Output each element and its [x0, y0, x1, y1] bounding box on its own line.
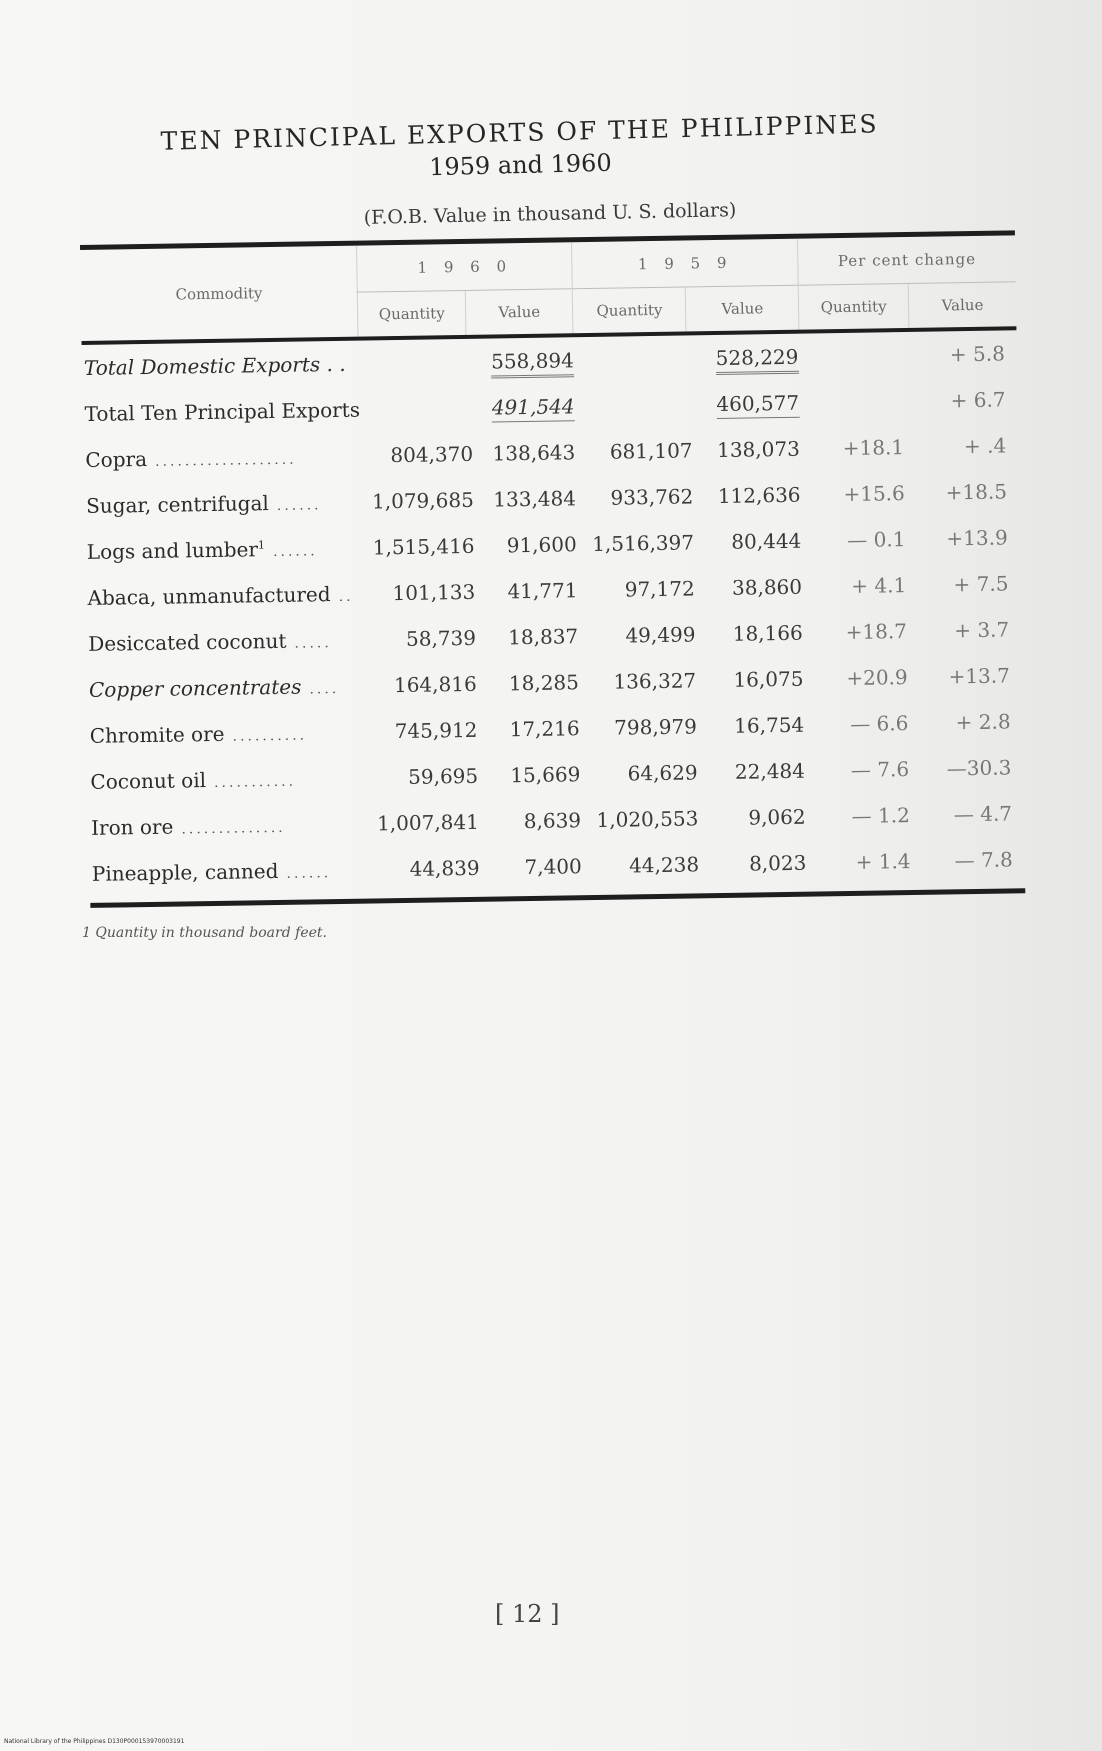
pct-quantity-cell: — 7.6 — [850, 757, 910, 782]
quantity-1959-cell: 97,172 — [624, 576, 695, 602]
quantity-1960-cell — [367, 385, 485, 433]
value-1960-cell: 17,216 — [509, 716, 580, 742]
quantity-1960-cell: 1,515,416 — [372, 533, 475, 560]
commodity-name: Iron ore — [90, 814, 174, 840]
total-value-1960: 491,544 — [492, 394, 575, 422]
archive-label: National Library of the Philippines D130P000153970003191 — [4, 1738, 185, 1745]
leader-dots: ...... — [272, 543, 318, 561]
quantity-1960-cell — [366, 339, 484, 387]
commodity-name: Desiccated coconut — [88, 628, 287, 656]
quantity-1960-cell: 804,370 — [390, 441, 474, 468]
footnote-marker: 1 — [257, 538, 265, 552]
commodity-name: Coconut oil — [90, 768, 207, 794]
value-1960-cell: 7,400 — [524, 854, 582, 880]
leader-dots: .. — [338, 588, 354, 605]
pct-value-cell: + 2.8 — [955, 709, 1011, 735]
value-1959-cell: 9,062 — [748, 804, 806, 830]
pct-quantity-cell: — 6.6 — [850, 711, 909, 736]
total-row-name: Total Ten Principal Exports — [84, 397, 361, 426]
value-1960-cell — [484, 383, 587, 431]
quantity-1960-cell: 59,695 — [407, 763, 479, 789]
total-value-1960: 558,894 — [491, 348, 574, 378]
quantity-1960-cell: 1,079,685 — [371, 487, 475, 514]
header-value-1960: Value — [465, 289, 573, 335]
commodity-cell — [90, 846, 375, 896]
header-quantity-1960: Quantity — [358, 290, 466, 336]
commodity-name: Chromite ore — [89, 721, 225, 748]
value-1960-cell: 91,600 — [506, 532, 577, 558]
commodity-name: Pineapple, canned — [91, 858, 279, 886]
page-title: TEN PRINCIPAL EXPORTS OF THE PHILIPPINES — [160, 109, 879, 156]
quantity-1960-cell: 58,739 — [405, 625, 477, 651]
commodity-cell — [88, 754, 373, 804]
quantity-1959-cell: 1,020,553 — [596, 806, 699, 832]
pct-value-cell: —30.3 — [946, 755, 1012, 781]
pct-quantity-cell: + 4.1 — [851, 573, 907, 598]
page-years: 1959 and 1960 — [428, 148, 612, 182]
leader-dots: ...... — [276, 497, 322, 514]
quantity-1959-cell — [585, 335, 703, 383]
commodity-cell — [84, 524, 369, 574]
total-value-1959: 528,229 — [715, 345, 798, 375]
pct-quantity-cell: +20.9 — [846, 665, 908, 691]
header-year-1960: 1 9 6 0 — [357, 242, 573, 292]
quantity-1959-cell: 49,499 — [625, 622, 696, 648]
commodity-name: Copper concentrates — [88, 674, 302, 702]
quantity-1959-cell: 798,979 — [613, 714, 698, 740]
leader-dots: .............. — [181, 819, 286, 838]
header-value-1959: Value — [686, 285, 800, 331]
header-commodity: Commodity — [175, 283, 263, 304]
header-value-change: Value — [908, 282, 1016, 328]
pct-quantity-cell — [810, 332, 915, 380]
header-per-cent-change: Per cent change — [798, 235, 1016, 285]
pct-value-cell: + .4 — [963, 433, 1007, 459]
pct-value-cell: — 4.7 — [953, 801, 1013, 827]
quantity-1959-cell: 681,107 — [609, 438, 693, 464]
pct-quantity-cell: +15.6 — [843, 481, 905, 507]
value-1959-cell: 16,075 — [733, 666, 804, 692]
footnote: 1 Quantity in thousand board feet. — [82, 925, 327, 941]
commodity-cell — [87, 662, 372, 712]
header-year-1959: 1 9 5 9 — [572, 239, 799, 289]
pct-value-cell: + 6.7 — [950, 387, 1006, 413]
pct-quantity-cell — [811, 378, 916, 426]
value-1960-cell: 8,639 — [523, 808, 582, 834]
value-1959-cell — [703, 334, 811, 382]
pct-quantity-cell: — 1.2 — [851, 803, 911, 828]
value-1959-cell: 112,636 — [717, 482, 801, 509]
pct-quantity-cell: +18.1 — [842, 435, 905, 461]
value-1959-cell: 18,166 — [732, 620, 803, 646]
leader-dots: ..... — [294, 635, 332, 652]
value-1960-cell: 18,837 — [507, 624, 579, 650]
quantity-1960-cell: 164,816 — [393, 671, 477, 698]
commodity-cell — [86, 616, 371, 666]
commodity-name: Abaca, unmanufactured — [87, 582, 331, 610]
commodity-name: Copra — [85, 446, 148, 472]
value-1959-cell: 38,860 — [731, 574, 803, 600]
commodity-cell — [83, 433, 368, 483]
pct-quantity-cell: — 0.1 — [847, 527, 906, 552]
value-1960-cell: 18,285 — [508, 670, 580, 696]
pct-value-cell: +13.9 — [946, 525, 1008, 551]
pct-value-cell: + 5.8 — [949, 341, 1006, 367]
leader-dots: .... — [309, 680, 340, 698]
quantity-1960-cell: 745,912 — [394, 717, 478, 744]
commodity-cell — [85, 570, 370, 620]
value-1959-cell: 22,484 — [734, 758, 806, 784]
leader-dots: .......... — [232, 727, 308, 745]
quantity-1959-cell — [586, 381, 704, 429]
commodity-cell — [84, 479, 369, 529]
commodity-cell — [87, 708, 372, 758]
value-1960-cell — [483, 337, 586, 385]
pct-quantity-cell: +18.7 — [845, 619, 908, 645]
pct-value-cell: + 7.5 — [953, 571, 1009, 597]
quantity-1959-cell: 136,327 — [613, 668, 697, 694]
quantity-1960-cell: 44,839 — [409, 855, 480, 881]
pct-value-cell: + 3.7 — [954, 617, 1010, 643]
page-number: [ 12 ] — [495, 1600, 560, 1628]
value-1959-cell: 8,023 — [748, 850, 807, 876]
value-1960-cell: 41,771 — [507, 578, 578, 604]
header-quantity-1959: Quantity — [573, 287, 687, 333]
commodity-cell — [89, 800, 374, 850]
title-block — [119, 108, 920, 189]
exports-table — [80, 230, 1025, 908]
quantity-1959-cell: 1,516,397 — [592, 530, 695, 556]
pct-value-cell: +18.5 — [945, 479, 1008, 505]
value-1959-cell: 16,754 — [734, 712, 805, 738]
quantity-1959-cell: 64,629 — [627, 760, 698, 786]
value-1960-cell: 133,484 — [493, 486, 577, 512]
value-1960-cell: 15,669 — [510, 762, 581, 788]
table-body — [82, 330, 1026, 897]
pct-quantity-cell: + 1.4 — [855, 849, 911, 874]
commodity-name: Sugar, centrifugal — [85, 491, 269, 518]
value-1959-cell — [703, 380, 811, 428]
value-1959-cell: 80,444 — [731, 528, 802, 554]
pct-value-cell: — 7.8 — [954, 847, 1013, 873]
pct-value-cell: +13.7 — [948, 663, 1011, 689]
page-subtitle: (F.O.B. Value in thousand U. S. dollars) — [363, 199, 737, 229]
leader-dots: ................... — [154, 451, 297, 470]
table-header — [80, 235, 1016, 341]
total-value-1959: 460,577 — [716, 391, 799, 419]
quantity-1960-cell: 1,007,841 — [376, 809, 480, 836]
quantity-1959-cell: 44,238 — [628, 852, 700, 878]
leader-dots: ........... — [213, 773, 297, 791]
value-1959-cell: 138,073 — [716, 436, 801, 463]
total-row-name: Total Domestic Exports . . — [83, 351, 346, 380]
header-quantity-change: Quantity — [798, 283, 908, 329]
leader-dots: ...... — [286, 865, 332, 882]
quantity-1959-cell: 933,762 — [610, 484, 694, 510]
value-1960-cell: 138,643 — [492, 440, 576, 466]
quantity-1960-cell: 101,133 — [392, 579, 476, 606]
commodity-name: Logs and lumber — [86, 537, 259, 564]
